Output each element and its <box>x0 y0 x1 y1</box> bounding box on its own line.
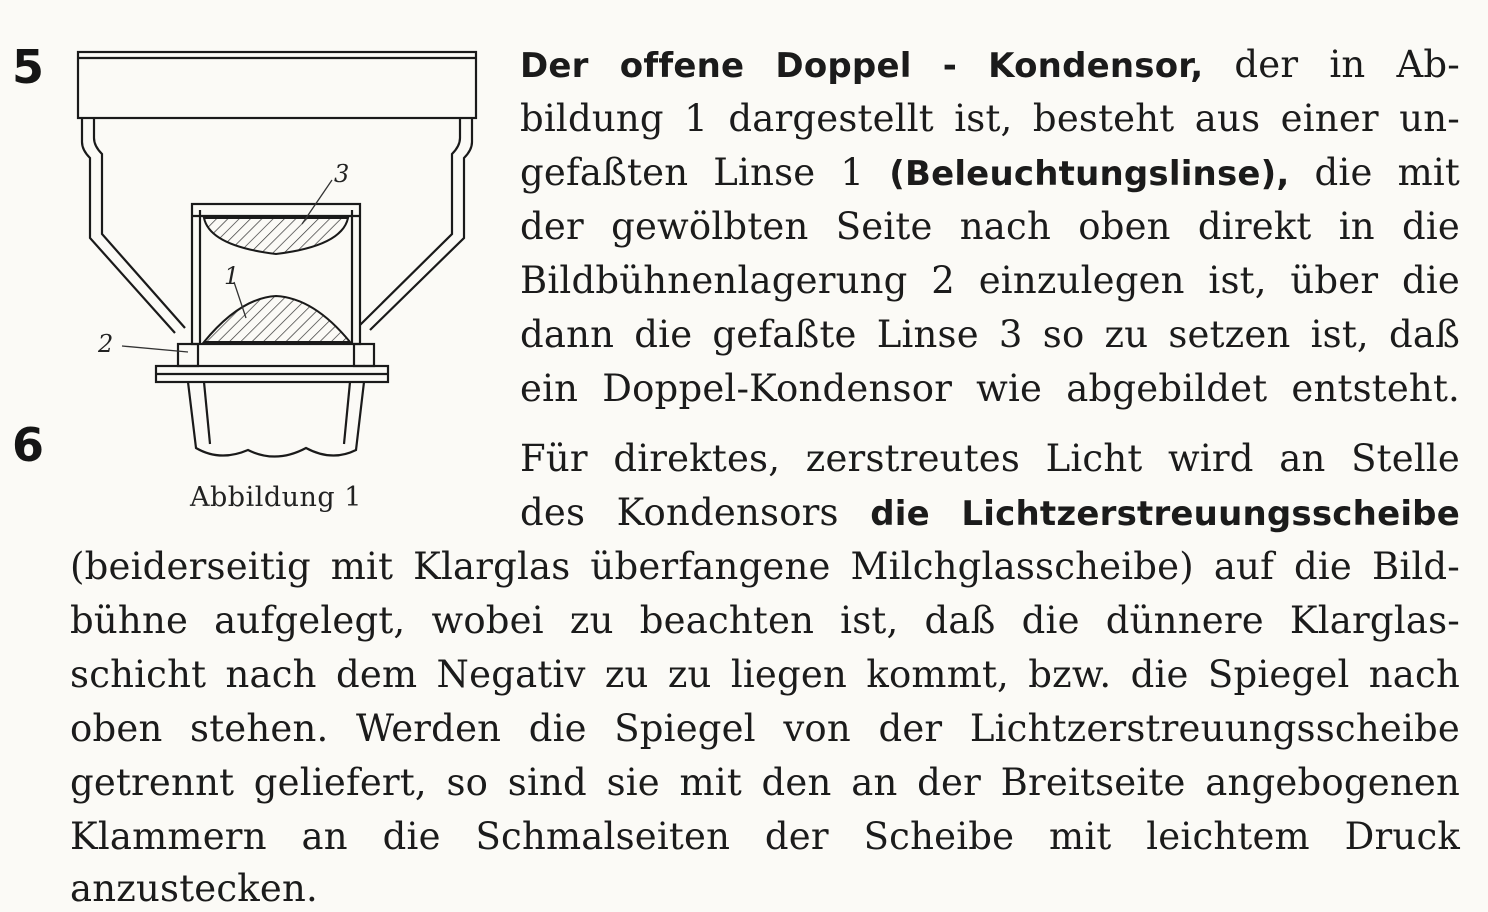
p1-line-7: ein Doppel-Kondensor wie abgebildet entsteht. <box>520 367 1460 410</box>
label-lens-1: 1 <box>224 262 240 290</box>
p2-line-9: anzustecken. <box>70 867 318 910</box>
p2-line-3: (beiderseitig mit Klarglas überfangene Milchglasscheibe) auf die Bild- <box>70 545 1460 588</box>
lower-tube <box>188 382 364 457</box>
p1-line-1-text: der in Ab- <box>1203 43 1460 86</box>
p1-lens-term: (Beleuchtungslinse), <box>889 154 1290 194</box>
p1-line-4: der gewölbten Seite nach oben direkt in die <box>520 205 1460 248</box>
p1-line-3-end: die mit <box>1289 151 1460 194</box>
p2-line-4: bühne aufgelegt, wobei zu beachten ist, daß die dünnere Klarglas- <box>70 599 1460 642</box>
lens-3 <box>204 218 348 254</box>
lens-1 <box>204 296 350 342</box>
p2-line-5: schicht nach dem Negativ zu zu liegen kommt, bzw. die Spiegel nach <box>70 653 1460 696</box>
p2-line-8: Klammern an die Schmalseiten der Scheibe mit leichtem Druck <box>70 815 1460 858</box>
section-marker-5: 5 <box>12 40 45 94</box>
housing-rim <box>78 52 476 118</box>
p1-line-6: dann die gefaßte Linse 3 so zu setzen ist, daß <box>520 313 1460 356</box>
label-lens-3: 3 <box>334 160 350 188</box>
figure-caption: Abbildung 1 <box>190 482 362 513</box>
p2-line-2-start: des Kondensors <box>520 491 871 534</box>
p2-line-2 <box>520 491 1460 534</box>
condenser-figure <box>70 48 510 528</box>
p2-line-1: Für direktes, zerstreutes Licht wird an Stelle <box>520 437 1460 480</box>
p1-line-3-start: gefaßten Linse 1 <box>520 151 890 194</box>
p2-line-7: getrennt geliefert, so sind sie mit den an der Breitseite angebogenen <box>70 761 1460 804</box>
label-stage-2: 2 <box>98 330 114 358</box>
p1-line-2: bildung 1 dargestellt ist, besteht aus einer un- <box>520 97 1460 140</box>
condenser-diagram <box>70 48 510 478</box>
p2-diffuser-term: die Lichtzerstreuungsscheibe <box>870 494 1460 534</box>
p2-line-6: oben stehen. Werden die Spiegel von der Lichtzerstreuungsscheibe <box>70 707 1460 750</box>
section-marker-6: 6 <box>12 418 45 472</box>
p1-line-5: Bildbühnenlagerung 2 einzulegen ist, über die <box>520 259 1460 302</box>
p1-line-3 <box>520 151 1460 194</box>
p1-heading: Der offene Doppel - Kondensor, <box>520 46 1204 86</box>
p1-line-1 <box>520 43 1460 86</box>
